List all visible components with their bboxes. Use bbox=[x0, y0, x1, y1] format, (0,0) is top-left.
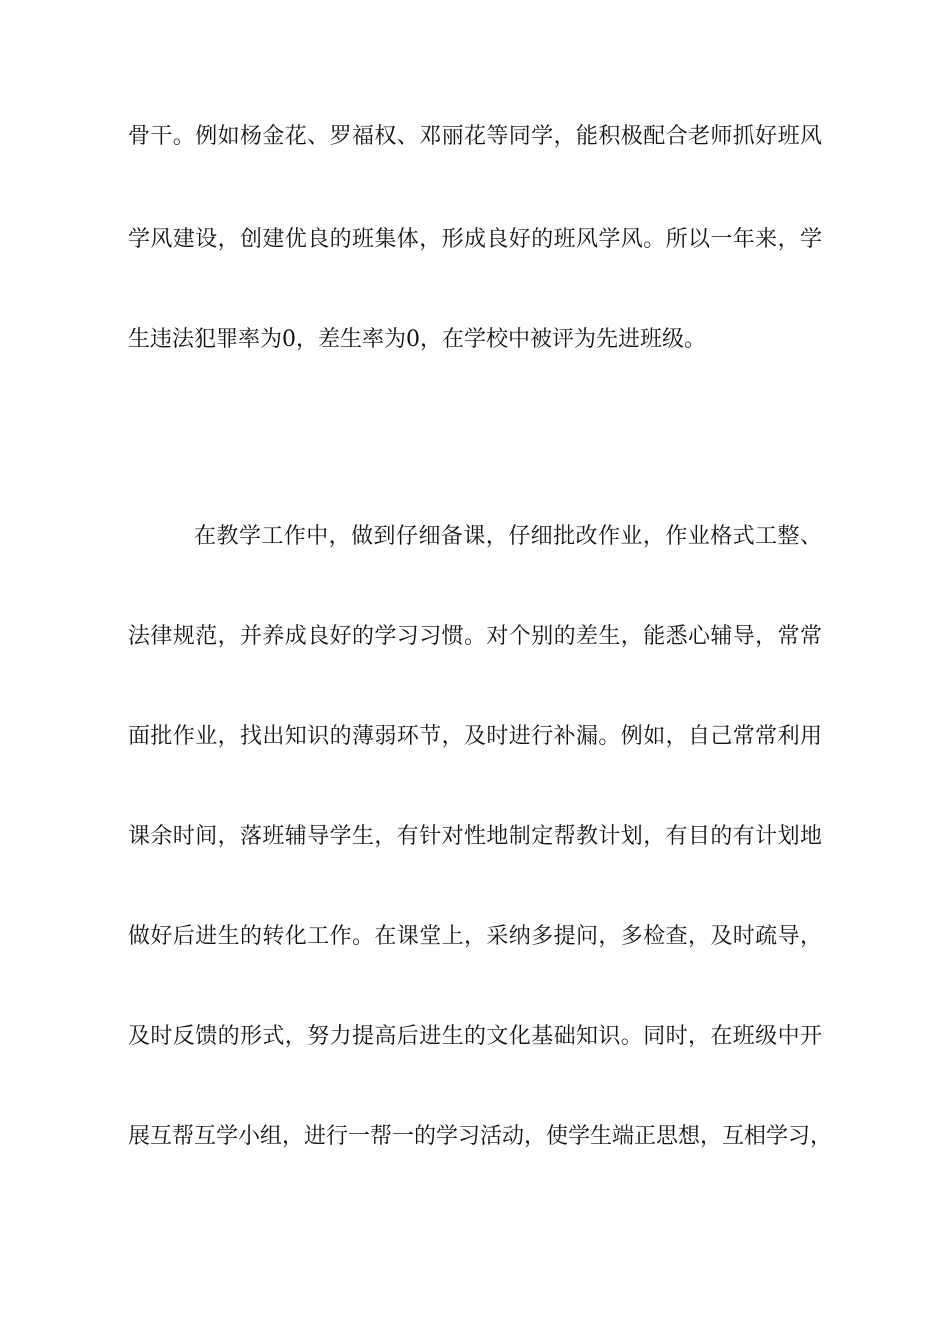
text-line: 骨干。例如杨金花、罗福权、邓丽花等同学，能积极配合老师抓好班风 bbox=[128, 124, 822, 149]
text-line: 做好后进生的转化工作。在课堂上，采纳多提问，多检查，及时疏导， bbox=[128, 924, 822, 949]
text-line: 及时反馈的形式，努力提高后进生的文化基础知识。同时，在班级中开 bbox=[128, 1024, 822, 1049]
text-line: 学风建设，创建优良的班集体，形成良好的班风学风。所以一年来，学 bbox=[128, 227, 822, 252]
text-line: 展互帮互学小组，进行一帮一的学习活动，使学生端正思想，互相学习， bbox=[128, 1124, 833, 1149]
text-line: 法律规范，并养成良好的学习习惯。对个别的差生，能悉心辅导，常常 bbox=[128, 624, 822, 649]
text-line: 在教学工作中，做到仔细备课，仔细批改作业，作业格式工整、 bbox=[194, 524, 822, 549]
text-line: 课余时间，落班辅导学生，有针对性地制定帮教计划，有目的有计划地 bbox=[128, 824, 822, 849]
text-line: 面批作业，找出知识的薄弱环节，及时进行补漏。例如，自己常常利用 bbox=[128, 724, 822, 749]
text-line: 生违法犯罪率为0，差生率为0，在学校中被评为先进班级。 bbox=[128, 327, 706, 352]
